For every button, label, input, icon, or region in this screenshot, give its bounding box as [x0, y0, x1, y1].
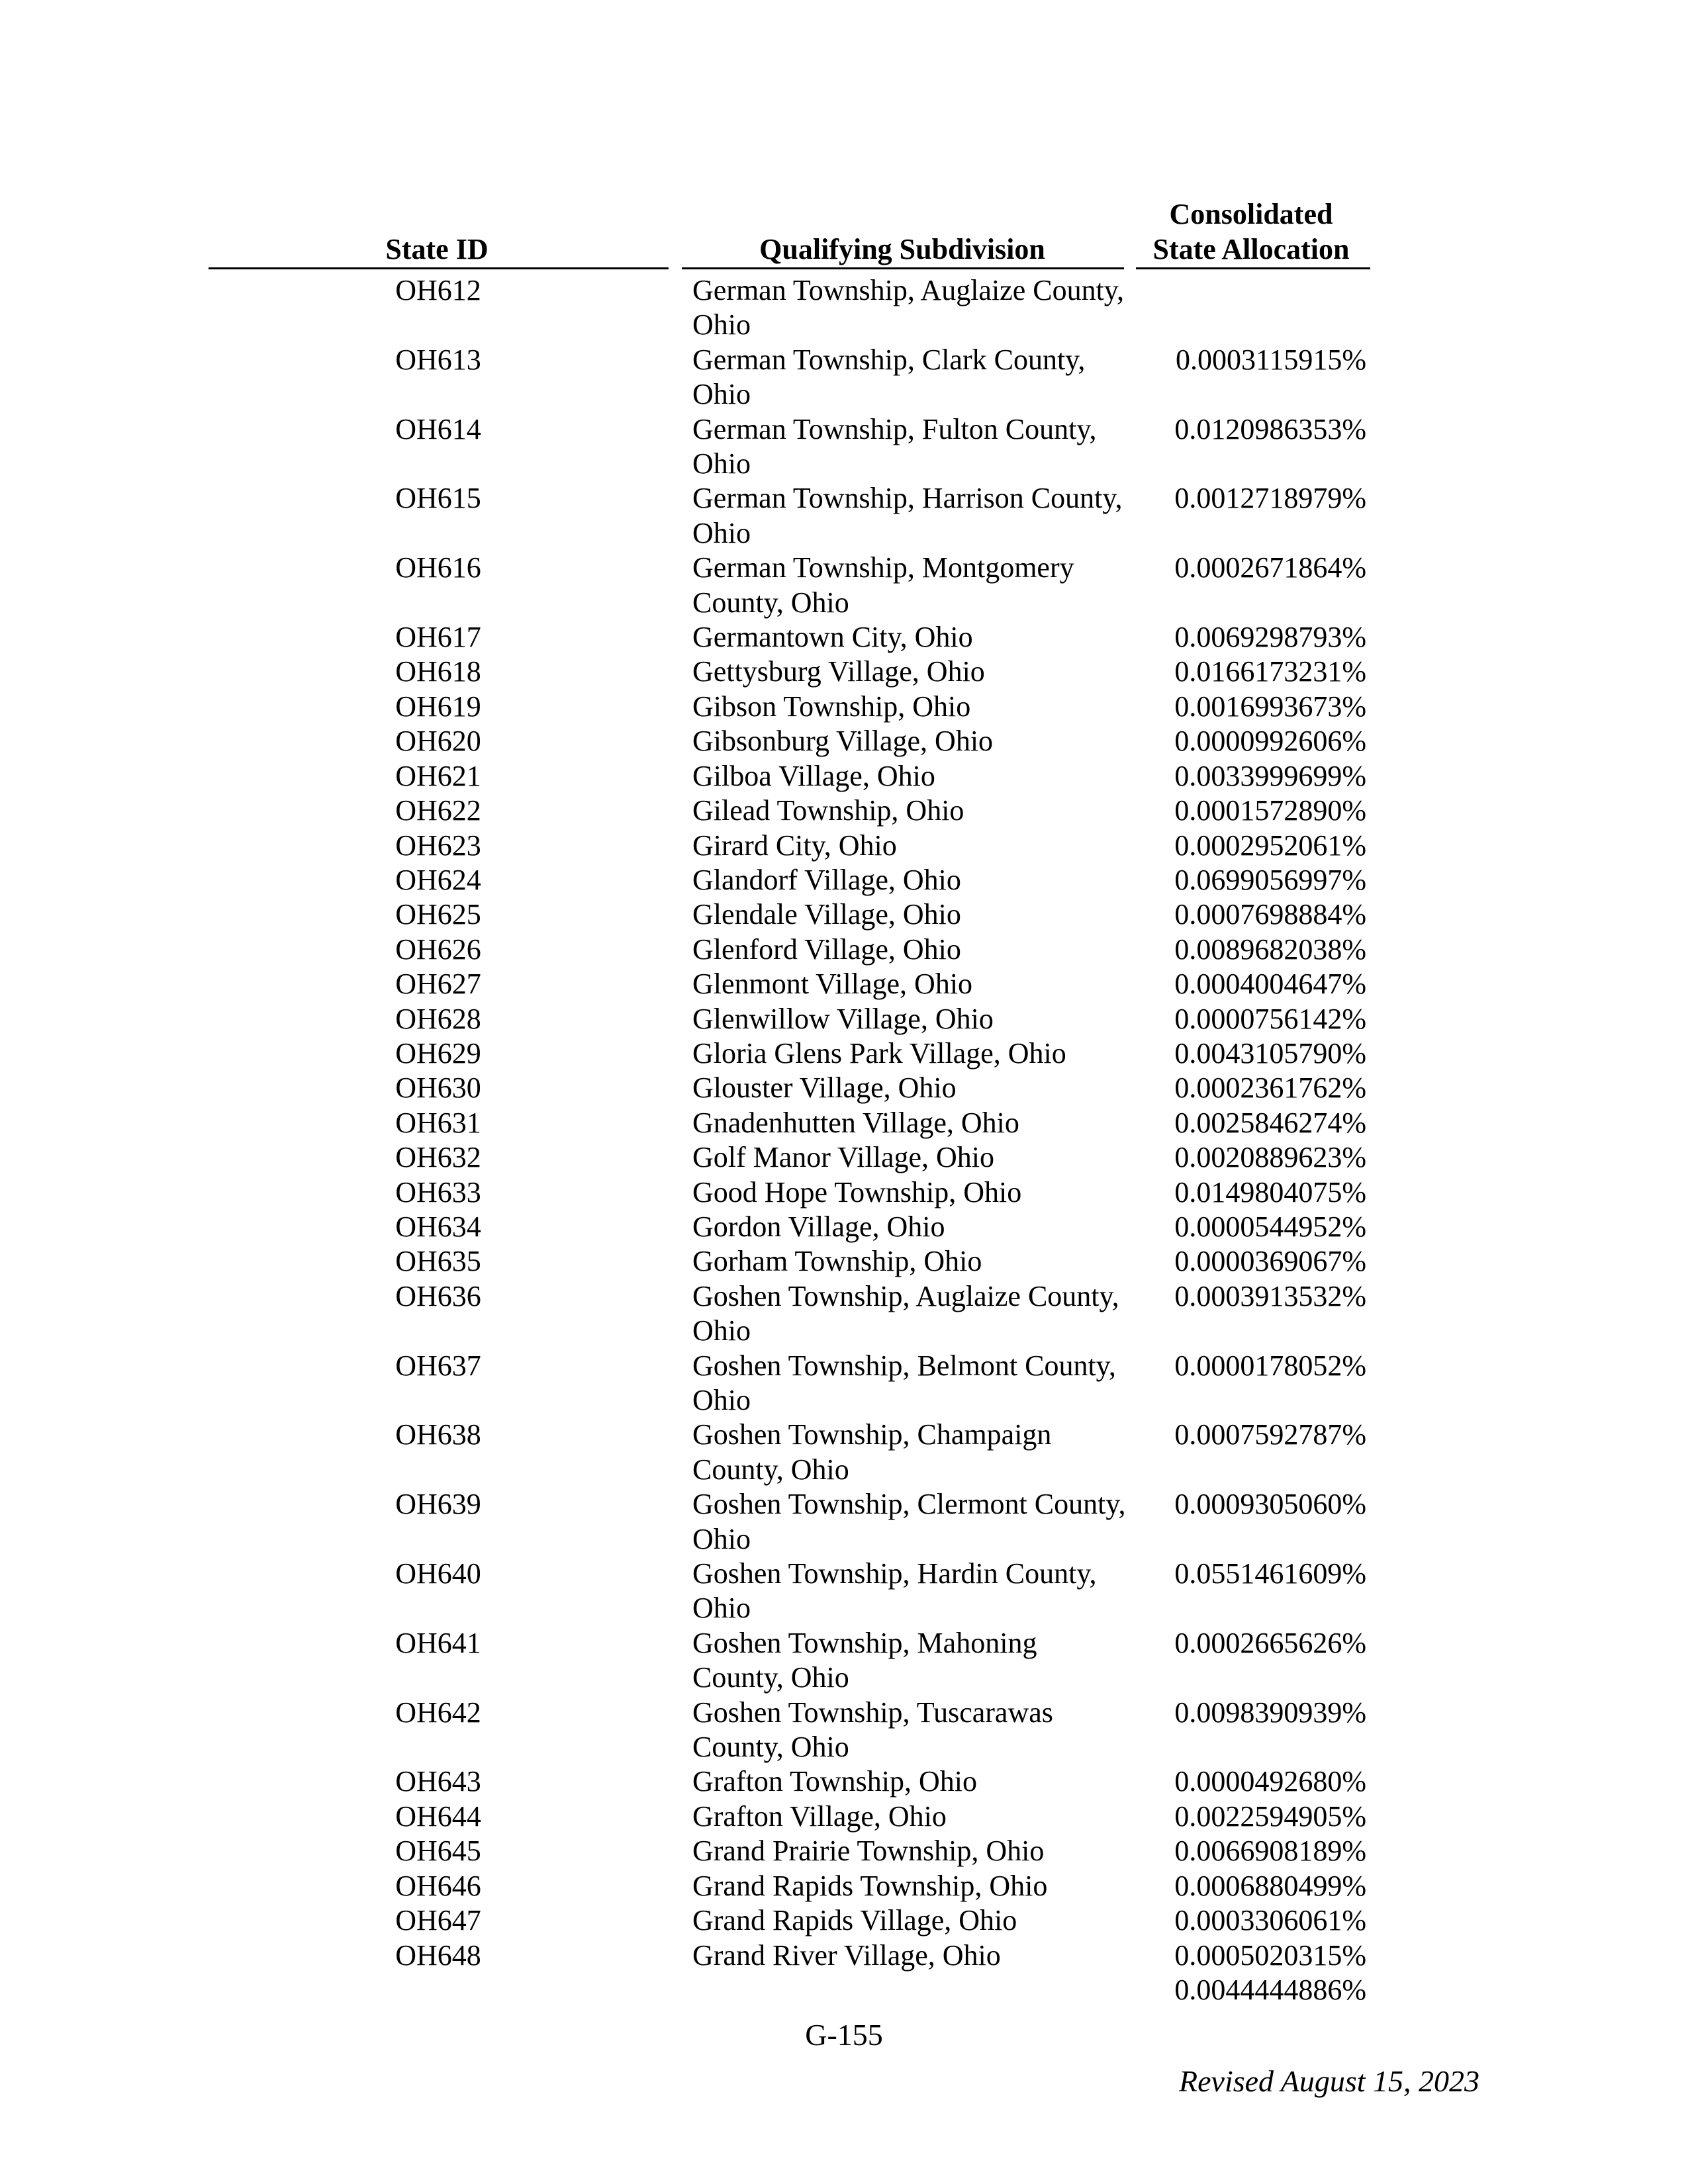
allocation-cell: 0.0069298793%	[1174, 621, 1366, 654]
header-allocation-line1: Consolidated	[1169, 198, 1333, 230]
allocation-cell: 0.0089682038%	[1174, 933, 1366, 966]
subdivision-cell: Glouster Village, Ohio	[692, 1071, 957, 1105]
subdivision-cell: Gettysburg Village, Ohio	[692, 655, 985, 688]
state-id-cell: OH643	[395, 1765, 481, 1798]
state-id-cell: OH621	[395, 759, 481, 792]
state-id-cell: OH628	[395, 1002, 481, 1035]
state-id-cell: OH631	[395, 1106, 481, 1139]
subdivision-cell: Goshen Township, Hardin County, Ohio	[692, 1557, 1097, 1625]
subdivision-cell: Gibson Township, Ohio	[692, 690, 971, 723]
state-id-cell: OH635	[395, 1245, 481, 1278]
subdivision-cell: Goshen Township, Clermont County, Ohio	[692, 1488, 1126, 1555]
allocation-cell: 0.0001572890%	[1174, 794, 1366, 827]
subdivision-cell: German Township, Clark County, Ohio	[692, 343, 1086, 411]
state-id-cell: OH625	[395, 898, 481, 931]
allocation-cell: 0.0000756142%	[1174, 1002, 1366, 1035]
allocation-cell: 0.0551461609%	[1174, 1557, 1366, 1590]
subdivision-cell: German Township, Montgomery County, Ohio	[692, 551, 1074, 619]
subdivision-cell: Glandorf Village, Ohio	[692, 863, 961, 896]
allocation-cell: 0.0006880499%	[1174, 1869, 1366, 1902]
subdivision-cell: Gorham Township, Ohio	[692, 1245, 982, 1278]
state-id-cell: OH629	[395, 1036, 481, 1069]
header-state-id: State ID	[385, 233, 489, 265]
allocation-cell: 0.0020889623%	[1174, 1141, 1366, 1174]
allocation-cell: 0.0022594905%	[1174, 1799, 1366, 1833]
subdivision-cell: Golf Manor Village, Ohio	[692, 1141, 995, 1174]
state-id-cell: OH613	[395, 343, 481, 376]
state-id-cell: OH641	[395, 1626, 481, 1659]
subdivision-cell: Goshen Township, Tuscarawas County, Ohio	[692, 1696, 1053, 1764]
header-rule-subdivision	[682, 267, 1124, 269]
allocation-cell: 0.0003115915%	[1175, 343, 1366, 376]
state-id-cell: OH617	[395, 621, 481, 654]
allocation-cell: 0.0005020315%	[1174, 1938, 1366, 1972]
state-id-cell: OH648	[395, 1938, 481, 1972]
allocation-table	[0, 273, 1688, 2006]
allocation-cell: 0.0002361762%	[1174, 1071, 1366, 1105]
subdivision-cell: Gloria Glens Park Village, Ohio	[692, 1036, 1066, 1069]
allocation-cell: 0.0066908189%	[1174, 1835, 1366, 1868]
state-id-cell: OH636	[395, 1279, 481, 1312]
allocation-cell: 0.0000492680%	[1174, 1765, 1366, 1798]
header-rule-state-id	[209, 267, 669, 269]
state-id-cell: OH644	[395, 1799, 481, 1833]
subdivision-cell: German Township, Harrison County, Ohio	[692, 482, 1123, 549]
state-id-cell: OH646	[395, 1869, 481, 1902]
state-id-cell: OH637	[395, 1349, 481, 1382]
state-id-cell: OH612	[395, 274, 481, 306]
allocation-cell: 0.0003913532%	[1174, 1279, 1366, 1312]
allocation-cell: 0.0120986353%	[1174, 412, 1366, 445]
allocation-cell: 0.0009305060%	[1174, 1488, 1366, 1521]
revision-date: Revised August 15, 2023	[1179, 2064, 1479, 2098]
subdivision-cell: Grafton Township, Ohio	[692, 1765, 977, 1798]
state-id-cell: OH639	[395, 1488, 481, 1521]
allocation-cell: 0.0000369067%	[1174, 1245, 1366, 1278]
allocation-cell: 0.0149804075%	[1174, 1175, 1366, 1208]
allocation-cell: 0.0002671864%	[1174, 551, 1366, 584]
subdivision-cell: Gordon Village, Ohio	[692, 1210, 945, 1243]
table-row	[0, 1938, 1688, 2006]
subdivision-cell: Goshen Township, Auglaize County, Ohio	[692, 1279, 1119, 1347]
allocation-cell: 0.0002952061%	[1174, 829, 1366, 862]
state-id-cell: OH618	[395, 655, 481, 688]
allocation-cell: 0.0002665626%	[1174, 1626, 1366, 1659]
allocation-cell: 0.0007698884%	[1174, 898, 1366, 931]
allocation-cell: 0.0000992606%	[1174, 725, 1366, 758]
subdivision-cell: German Township, Fulton County, Ohio	[692, 412, 1097, 480]
state-id-cell: OH642	[395, 1696, 481, 1729]
state-id-cell: OH616	[395, 551, 481, 584]
subdivision-cell: Goshen Township, Mahoning County, Ohio	[692, 1626, 1037, 1694]
subdivision-cell: Grafton Village, Ohio	[692, 1799, 947, 1833]
subdivision-cell: Grand Prairie Township, Ohio	[692, 1835, 1045, 1868]
allocation-cell: 0.0025846274%	[1174, 1106, 1366, 1139]
subdivision-cell: Good Hope Township, Ohio	[692, 1175, 1022, 1208]
subdivision-cell: Grand Rapids Village, Ohio	[692, 1904, 1017, 1937]
state-id-cell: OH647	[395, 1904, 481, 1937]
state-id-cell: OH630	[395, 1071, 481, 1105]
subdivision-cell: Goshen Township, Belmont County, Ohio	[692, 1349, 1116, 1416]
subdivision-cell: Gilead Township, Ohio	[692, 794, 964, 827]
subdivision-cell: Girard City, Ohio	[692, 829, 897, 862]
allocation-cell: 0.0098390939%	[1174, 1696, 1366, 1729]
state-id-cell: OH632	[395, 1141, 481, 1174]
state-id-cell: OH640	[395, 1557, 481, 1590]
allocation-cell: 0.0016993673%	[1174, 690, 1366, 723]
subdivision-cell: Germantown City, Ohio	[692, 621, 973, 654]
subdivision-cell: Goshen Township, Champaign County, Ohio	[692, 1418, 1052, 1486]
subdivision-cell: Gnadenhutten Village, Ohio	[692, 1106, 1019, 1139]
subdivision-cell: Gilboa Village, Ohio	[692, 759, 935, 792]
allocation-cell: 0.0007592787%	[1174, 1418, 1366, 1451]
allocation-cell: 0.0012718979%	[1174, 482, 1366, 515]
allocation-cell: 0.0004004647%	[1174, 968, 1366, 1001]
header-allocation-line2: State Allocation	[1152, 233, 1350, 265]
page-number: G-155	[805, 2018, 883, 2052]
state-id-cell: OH627	[395, 968, 481, 1001]
state-id-cell: OH624	[395, 863, 481, 896]
allocation-cell: 0.0043105790%	[1174, 1036, 1366, 1069]
subdivision-cell: Glenmont Village, Ohio	[692, 968, 973, 1001]
state-id-cell: OH620	[395, 725, 481, 758]
allocation-cell: 0.0033999699%	[1174, 759, 1366, 792]
allocation-cell: 0.0000544952%	[1174, 1210, 1366, 1243]
header-rule-allocation	[1136, 267, 1370, 269]
state-id-cell: OH626	[395, 933, 481, 966]
allocation-cell: 0.0166173231%	[1174, 655, 1366, 688]
state-id-cell: OH623	[395, 829, 481, 862]
subdivision-cell: German Township, Auglaize County, Ohio	[692, 274, 1124, 341]
state-id-cell: OH645	[395, 1835, 481, 1868]
allocation-cell: 0.0000178052%	[1174, 1349, 1366, 1382]
subdivision-cell: Gibsonburg Village, Ohio	[692, 725, 994, 758]
state-id-cell: OH638	[395, 1418, 481, 1451]
allocation-cell: 0.0699056997%	[1174, 863, 1366, 896]
subdivision-cell: Glenford Village, Ohio	[692, 933, 961, 966]
state-id-cell: OH619	[395, 690, 481, 723]
state-id-cell: OH633	[395, 1175, 481, 1208]
state-id-cell: OH614	[395, 412, 481, 445]
state-id-cell: OH634	[395, 1210, 481, 1243]
allocation-cell: 0.0003306061%	[1174, 1904, 1366, 1937]
state-id-cell: OH615	[395, 482, 481, 515]
subdivision-cell: Grand River Village, Ohio	[692, 1938, 1001, 1972]
header-qualifying-subdivision: Qualifying Subdivision	[759, 233, 1045, 265]
state-id-cell: OH622	[395, 794, 481, 827]
subdivision-cell: Glendale Village, Ohio	[692, 898, 961, 931]
subdivision-cell: Glenwillow Village, Ohio	[692, 1002, 994, 1035]
allocation-cell: 0.0044444886%	[1174, 1973, 1366, 2006]
subdivision-cell: Grand Rapids Township, Ohio	[692, 1869, 1048, 1902]
